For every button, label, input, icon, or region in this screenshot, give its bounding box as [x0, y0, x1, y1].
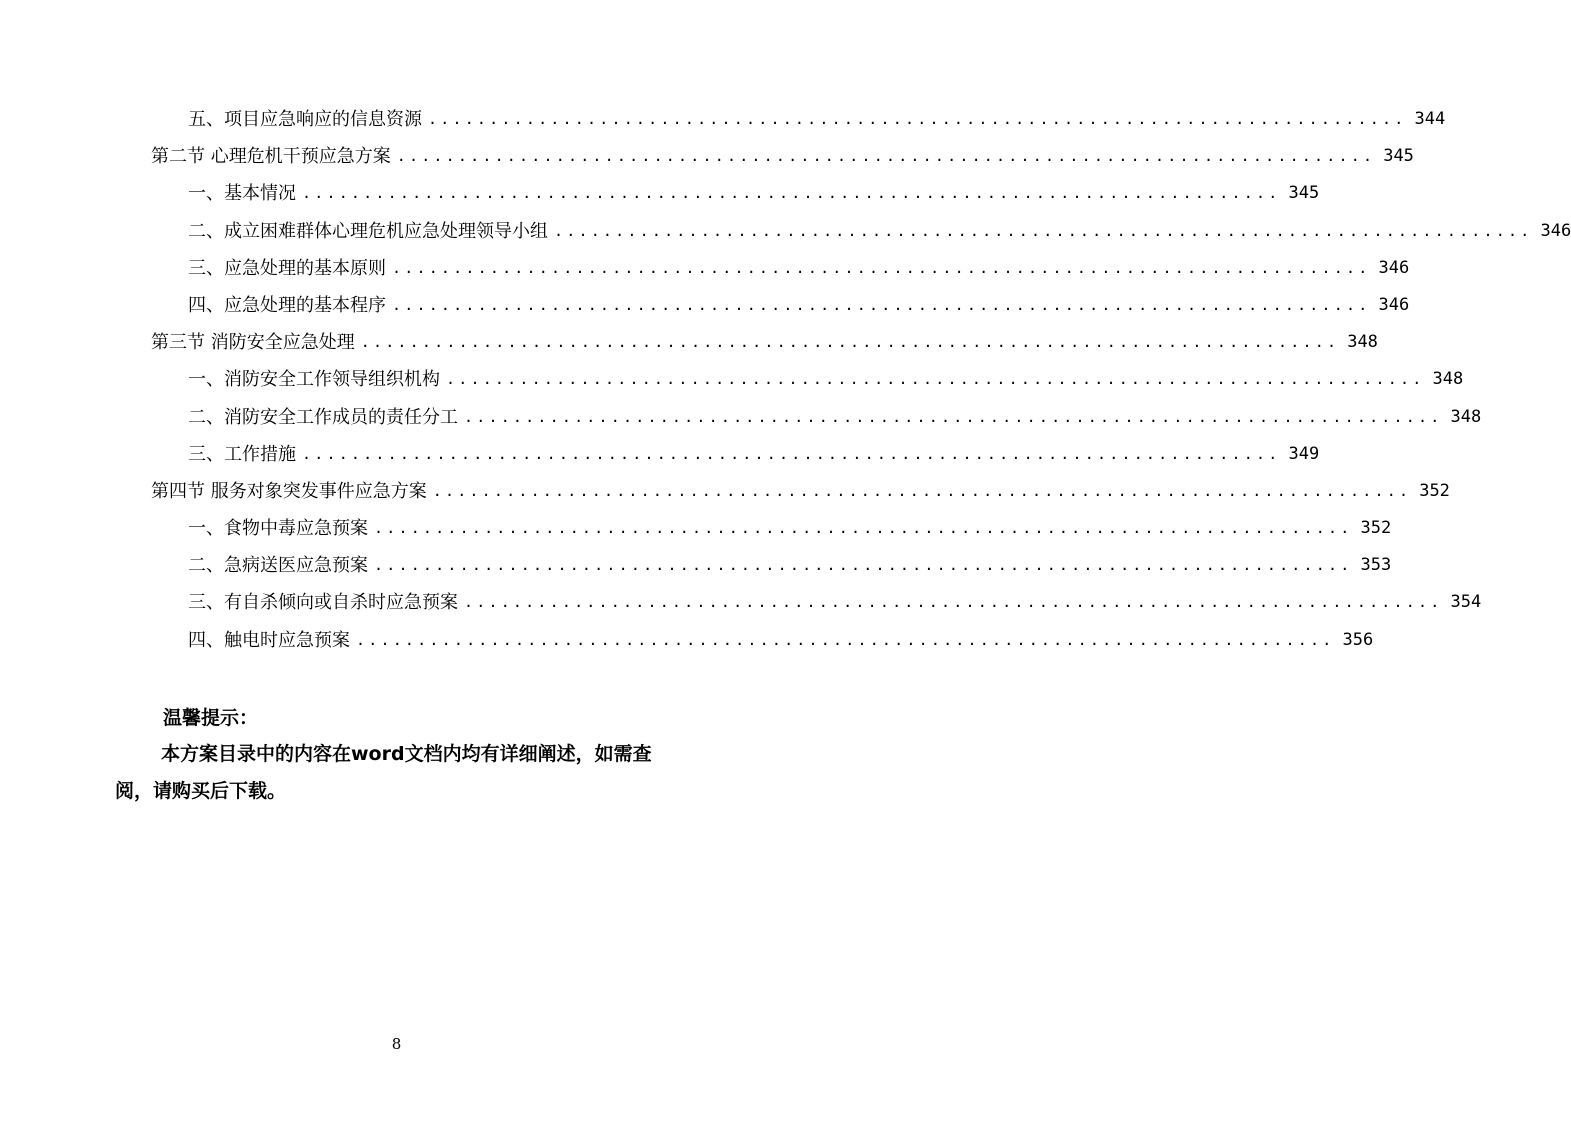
- toc-entry-page: 344: [1414, 109, 1446, 129]
- toc-dot-leader: ................................................................................: [356, 630, 1335, 649]
- toc-entry-title: 第三节 消防安全应急处理: [151, 332, 355, 354]
- toc-entry-page: 348: [1432, 369, 1464, 390]
- toc-entry-title: 二、消防安全工作成员的责任分工: [188, 406, 458, 428]
- toc-entry[interactable]: [0, 324, 1378, 361]
- toc-entry[interactable]: [0, 287, 1410, 324]
- toc-entry-title: 第二节 心理危机干预应急方案: [151, 146, 391, 168]
- toc-entry-title: 三、有自杀倾向或自杀时应急预案: [188, 592, 458, 614]
- toc-entry-page: 354: [1450, 592, 1482, 613]
- toc-dot-leader: ................................................................................: [428, 110, 1407, 128]
- page-number: 8: [391, 1035, 402, 1053]
- toc-entry-title: 一、食物中毒应急预案: [188, 518, 368, 540]
- table-of-contents: [0, 101, 1571, 659]
- toc-entry-title: 四、应急处理的基本程序: [188, 294, 386, 316]
- tip-title: 温馨提示：: [163, 707, 259, 729]
- toc-entry-page: 346: [1540, 220, 1571, 241]
- toc-entry-title: 三、工作措施: [188, 443, 296, 465]
- toc-dot-leader: ................................................................................: [374, 519, 1353, 538]
- toc-entry-title: 五、项目应急响应的信息资源: [188, 109, 422, 130]
- toc-entry[interactable]: [0, 138, 1414, 175]
- toc-dot-leader: ................................................................................: [302, 184, 1281, 203]
- toc-entry-page: 356: [1342, 629, 1374, 650]
- toc-entry-page: 348: [1450, 406, 1482, 427]
- toc-entry-page: 345: [1288, 183, 1320, 204]
- toc-entry[interactable]: [0, 250, 1410, 287]
- toc-entry-page: 346: [1378, 294, 1410, 315]
- toc-dot-leader: ................................................................................: [464, 593, 1443, 612]
- toc-entry-title: 四、触电时应急预案: [188, 629, 350, 651]
- toc-dot-leader: ................................................................................: [554, 221, 1533, 240]
- toc-dot-leader: ................................................................................: [302, 444, 1281, 463]
- toc-dot-leader: ................................................................................: [396, 147, 1376, 166]
- toc-entry[interactable]: [0, 175, 1320, 212]
- toc-entry-title: 三、应急处理的基本原则: [188, 257, 386, 279]
- toc-entry-page: 352: [1360, 518, 1392, 539]
- toc-entry[interactable]: [0, 473, 1450, 510]
- toc-dot-leader: ................................................................................: [374, 556, 1353, 575]
- toc-dot-leader: ................................................................................: [392, 258, 1371, 277]
- toc-entry[interactable]: [0, 101, 1446, 138]
- toc-entry-page: 348: [1347, 332, 1378, 353]
- toc-entry[interactable]: [0, 213, 1571, 250]
- toc-entry-page: 352: [1419, 480, 1450, 501]
- toc-entry-page: 349: [1288, 443, 1320, 464]
- toc-entry-page: 345: [1383, 146, 1414, 167]
- toc-dot-leader: ................................................................................: [432, 481, 1412, 500]
- toc-entry[interactable]: [0, 584, 1482, 621]
- toc-entry-title: 二、急病送医应急预案: [188, 555, 368, 577]
- toc-dot-leader: ................................................................................: [360, 333, 1340, 352]
- toc-entry-title: 二、成立困难群体心理危机应急处理领导小组: [188, 220, 548, 242]
- toc-entry-title: 一、基本情况: [188, 183, 296, 205]
- tip-body: 本方案目录中的内容在word文档内均有详细阐述，如需查阅，请购买后下载。: [115, 743, 652, 802]
- toc-dot-leader: ................................................................................: [392, 295, 1371, 314]
- toc-entry-title: 一、消防安全工作领导组织机构: [188, 369, 440, 391]
- toc-entry[interactable]: [0, 622, 1374, 659]
- toc-entry[interactable]: [0, 510, 1392, 547]
- toc-entry-page: 346: [1378, 257, 1410, 278]
- toc-entry[interactable]: [0, 547, 1392, 584]
- toc-entry[interactable]: [0, 361, 1464, 398]
- toc-entry-title: 第四节 服务对象突发事件应急方案: [151, 480, 427, 502]
- toc-dot-leader: ................................................................................: [446, 370, 1425, 389]
- toc-dot-leader: ................................................................................: [464, 407, 1443, 426]
- toc-entry-page: 353: [1360, 555, 1392, 576]
- toc-entry[interactable]: [0, 399, 1482, 436]
- toc-entry[interactable]: [0, 436, 1320, 473]
